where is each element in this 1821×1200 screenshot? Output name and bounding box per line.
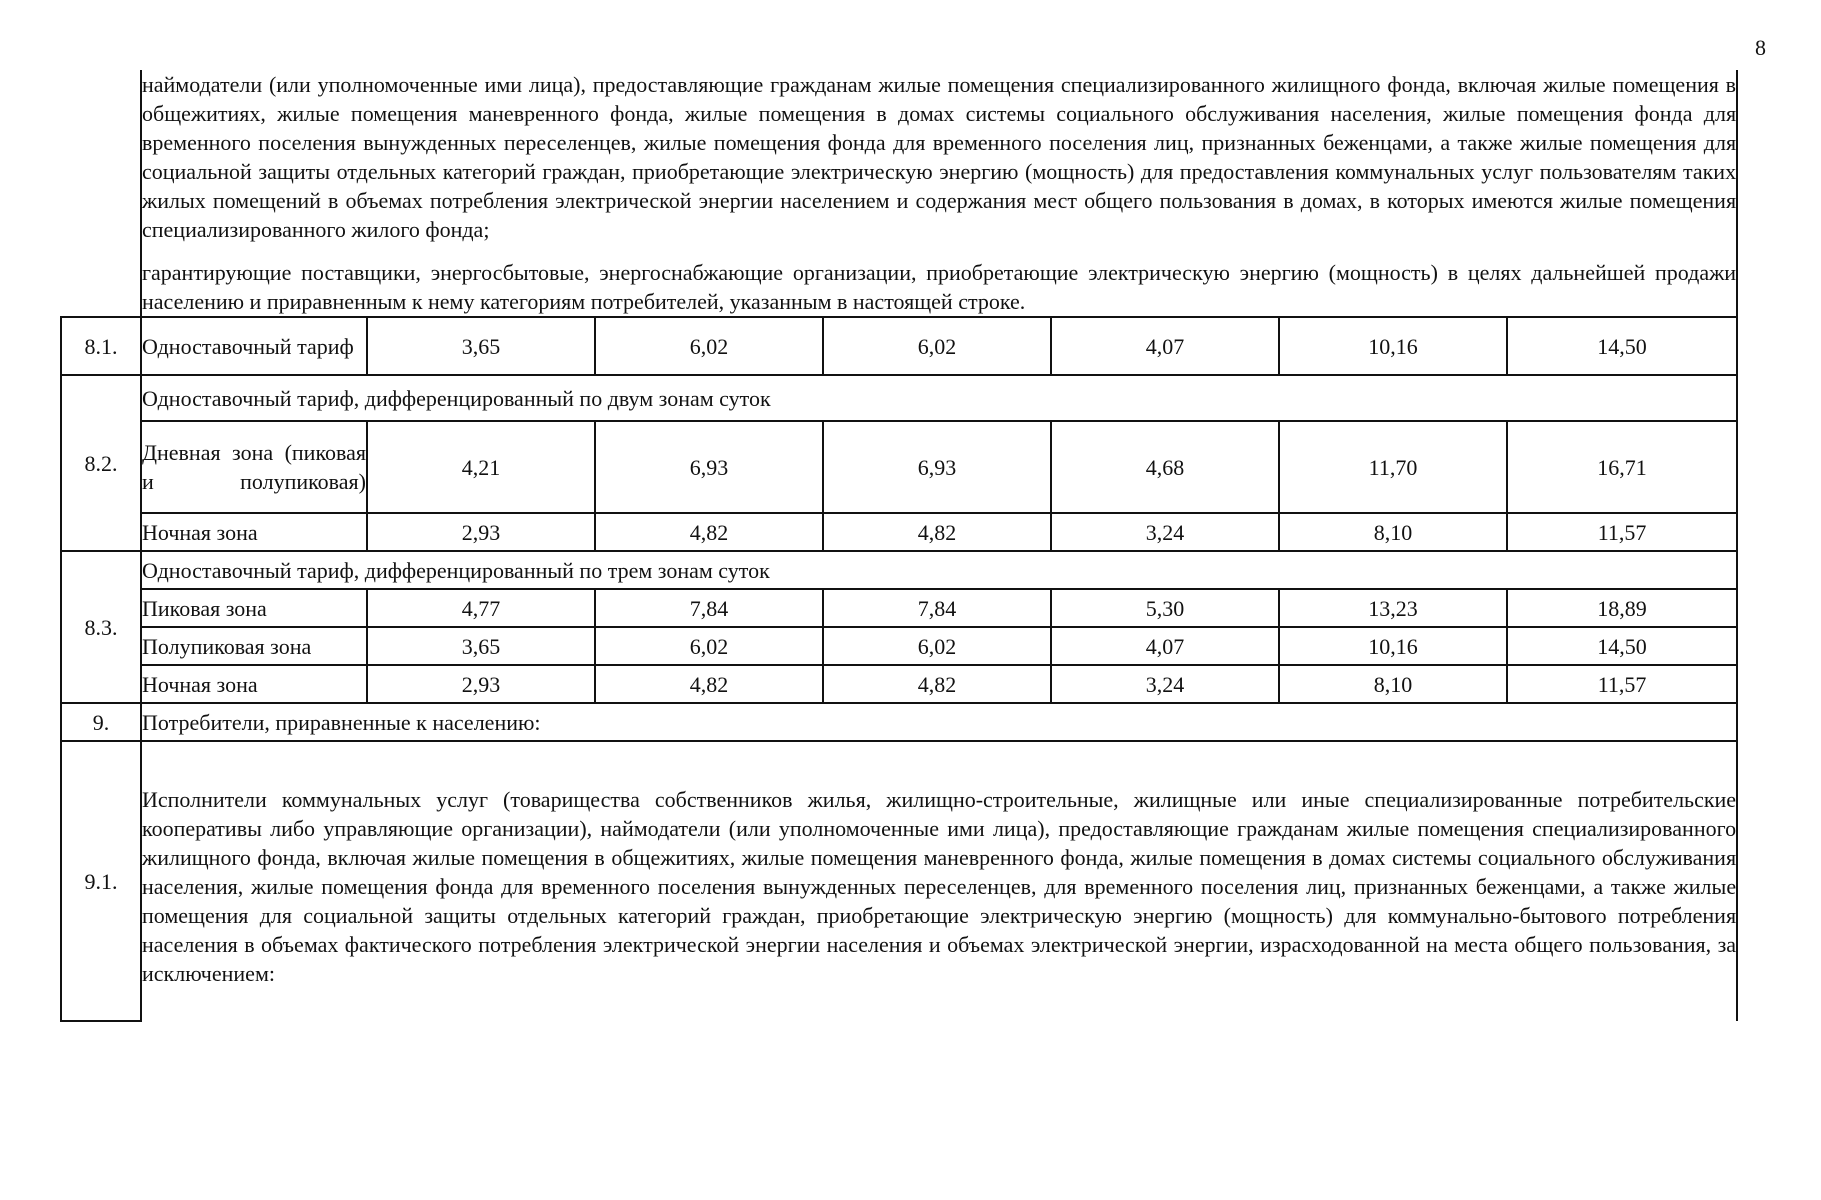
intro-paragraph: наймодатели (или уполномоченные ими лица), предоставляющие гражданам жилые помещения специализированного жилищного фонда, включая жилые помещения в общежитиях, жилые помещения маневренного фонда, жилые помещения в домах системы социального обслуживания населения, жилые помещения фонда для временного поселения вынужденных переселенцев, жилые помещения фонда для временного поселения лиц, признанных беженцами, а также жилые помещения для социальной защиты отдельных категорий граждан, приобретающие электрическую энергию (мощность) для предоставления коммунальных услуг пользователям таких жилых помещений в объемах потребления электрической энергии населением и содержания мест общего пользования в домах, в которых имеются жилые помещения специализированного жилого фонда; bbox=[142, 72, 1737, 242]
tariff-value: 6,02 bbox=[823, 317, 1051, 375]
tariff-value: 7,84 bbox=[823, 589, 1051, 627]
tariff-value: 14,50 bbox=[1507, 627, 1737, 665]
table-row-8-2-night bbox=[61, 513, 1737, 551]
table-row-8-3-header bbox=[61, 551, 1737, 589]
tariff-value: 3,24 bbox=[1051, 513, 1279, 551]
intro-paragraph: гарантирующие поставщики, энергосбытовые, энергоснабжающие организации, приобретающие электрическую энергию (мощность) в целях дальнейшей продажи населению и приравненным к нему категориям потребителей, указанным в настоящей строке. bbox=[142, 260, 1737, 314]
tariff-value: 4,82 bbox=[823, 513, 1051, 551]
tariff-value: 6,02 bbox=[595, 317, 823, 375]
tariff-value: 18,89 bbox=[1507, 589, 1737, 627]
tariff-value: 4,07 bbox=[1051, 317, 1279, 375]
tariff-value: 13,23 bbox=[1279, 589, 1507, 627]
tariff-value: 11,57 bbox=[1507, 513, 1737, 551]
tariff-value: 4,21 bbox=[367, 421, 595, 513]
table-row-9 bbox=[61, 703, 1737, 741]
intro-row bbox=[61, 70, 1737, 317]
table-row-8-1 bbox=[61, 317, 1737, 375]
tariff-value: 6,93 bbox=[595, 421, 823, 513]
page-number: 8 bbox=[1755, 35, 1766, 60]
section-header: Одноставочный тариф, дифференцированный по двум зонам суток bbox=[141, 375, 1737, 421]
paragraph-text: Исполнители коммунальных услуг (товарищества собственников жилья, жилищно-строительные, жилищные или иные специализированные потребительские кооперативы либо управляющие организации), наймодатели (или уполномоченные ими лица), предоставляющие гражданам жилые помещения специализированного жилищного фонда, включая жилые помещения в общежитиях, жилые помещения маневренного фонда, жилые помещения в домах системы социального обслуживания населения, жилые помещения фонда для временного поселения вынужденных переселенцев, для временного поселения лиц, признанных беженцами, а также жилые помещения для социальной защиты отдельных категорий граждан, приобретающие электрическую энергию (мощность) для коммунально-бытового потребления населения в объемах фактического потребления электрической энергии населения и объемах электрической энергии, израсходованной на места общего пользования, за исключением: bbox=[142, 787, 1737, 986]
tariff-value: 3,24 bbox=[1051, 665, 1279, 703]
row-label: Ночная зона bbox=[141, 513, 367, 551]
tariff-value: 8,10 bbox=[1279, 665, 1507, 703]
row-number: 9.1. bbox=[61, 741, 141, 1021]
tariff-value: 14,50 bbox=[1507, 317, 1737, 375]
table-row-8-3-semipeak bbox=[61, 627, 1737, 665]
tariff-value: 6,93 bbox=[823, 421, 1051, 513]
table-row-8-2-day bbox=[61, 421, 1737, 513]
row-label: Одноставочный тариф bbox=[141, 317, 367, 375]
section-header: Одноставочный тариф, дифференцированный по трем зонам суток bbox=[141, 551, 1737, 589]
tariff-value: 5,30 bbox=[1051, 589, 1279, 627]
tariff-value: 4,77 bbox=[367, 589, 595, 627]
row-number: 8.2. bbox=[61, 375, 141, 551]
table-row-9-1 bbox=[61, 741, 1737, 1021]
tariff-value: 3,65 bbox=[367, 627, 595, 665]
row-label: Ночная зона bbox=[141, 665, 367, 703]
tariff-value: 7,84 bbox=[595, 589, 823, 627]
tariff-value: 2,93 bbox=[367, 665, 595, 703]
row-number: 8.3. bbox=[61, 551, 141, 703]
tariff-value: 10,16 bbox=[1279, 627, 1507, 665]
tariff-value: 6,02 bbox=[823, 627, 1051, 665]
table-row-8-2-header bbox=[61, 375, 1737, 421]
tariff-value: 10,16 bbox=[1279, 317, 1507, 375]
table-row-8-3-night bbox=[61, 665, 1737, 703]
paragraph-cell bbox=[141, 741, 1737, 1021]
tariff-value: 4,82 bbox=[595, 665, 823, 703]
tariff-value: 11,57 bbox=[1507, 665, 1737, 703]
tariff-value: 4,07 bbox=[1051, 627, 1279, 665]
tariff-value: 4,82 bbox=[823, 665, 1051, 703]
tariff-value: 8,10 bbox=[1279, 513, 1507, 551]
tariff-value: 4,82 bbox=[595, 513, 823, 551]
row-number: 8.1. bbox=[61, 317, 141, 375]
tariff-value: 11,70 bbox=[1279, 421, 1507, 513]
tariff-value: 6,02 bbox=[595, 627, 823, 665]
tariff-table bbox=[60, 70, 1738, 1022]
row-number: 9. bbox=[61, 703, 141, 741]
section-header: Потребители, приравненные к населению: bbox=[141, 703, 1737, 741]
tariff-value: 3,65 bbox=[367, 317, 595, 375]
row-label: Полупиковая зона bbox=[141, 627, 367, 665]
row-label: Дневная зона (пиковая и полупиковая) bbox=[141, 421, 367, 513]
tariff-value: 4,68 bbox=[1051, 421, 1279, 513]
row-label: Пиковая зона bbox=[141, 589, 367, 627]
tariff-value: 2,93 bbox=[367, 513, 595, 551]
tariff-value: 16,71 bbox=[1507, 421, 1737, 513]
table-row-8-3-peak bbox=[61, 589, 1737, 627]
intro-text-cell bbox=[141, 70, 1737, 317]
row-number-empty bbox=[61, 70, 141, 317]
